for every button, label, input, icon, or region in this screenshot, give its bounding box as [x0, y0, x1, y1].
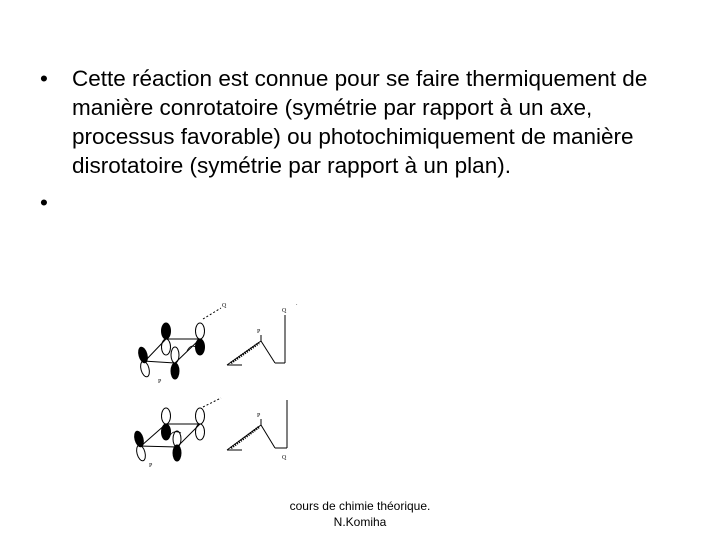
svg-text:P: P [149, 463, 153, 469]
bullet-marker: • [40, 190, 48, 215]
svg-text:P: P [158, 379, 162, 385]
orbital-diagram [125, 293, 315, 478]
footer-author: N.Komiha [333, 515, 387, 529]
bullet-marker: • [40, 66, 48, 91]
bullet-text: Cette réaction est connue pour se faire thermiquement de manière conrotatoire (symétrie par rapport à un axe, processus favorable) ou photochimiquement de manière disrotatoire (symétrie par rapport à un plan). [72, 66, 648, 178]
svg-text:P: P [257, 413, 261, 419]
orbital-symmetry-figure [125, 293, 315, 478]
svg-text:P: P [257, 329, 261, 335]
bullet-list [30, 64, 680, 217]
top-orbitals [137, 303, 227, 385]
svg-text:Q: Q [282, 455, 287, 461]
bottom-orbitals [133, 398, 221, 469]
slide-footer [250, 498, 470, 530]
footer-course: cours de chimie théorique. [289, 499, 431, 513]
top-plane [227, 301, 298, 365]
bullet-item-empty [30, 188, 680, 217]
svg-text:.: . [296, 301, 298, 307]
bullet-item-reaction [30, 64, 680, 180]
svg-text:Q: Q [222, 303, 227, 309]
svg-text:Q: Q [282, 308, 287, 314]
bottom-plane [227, 400, 287, 461]
